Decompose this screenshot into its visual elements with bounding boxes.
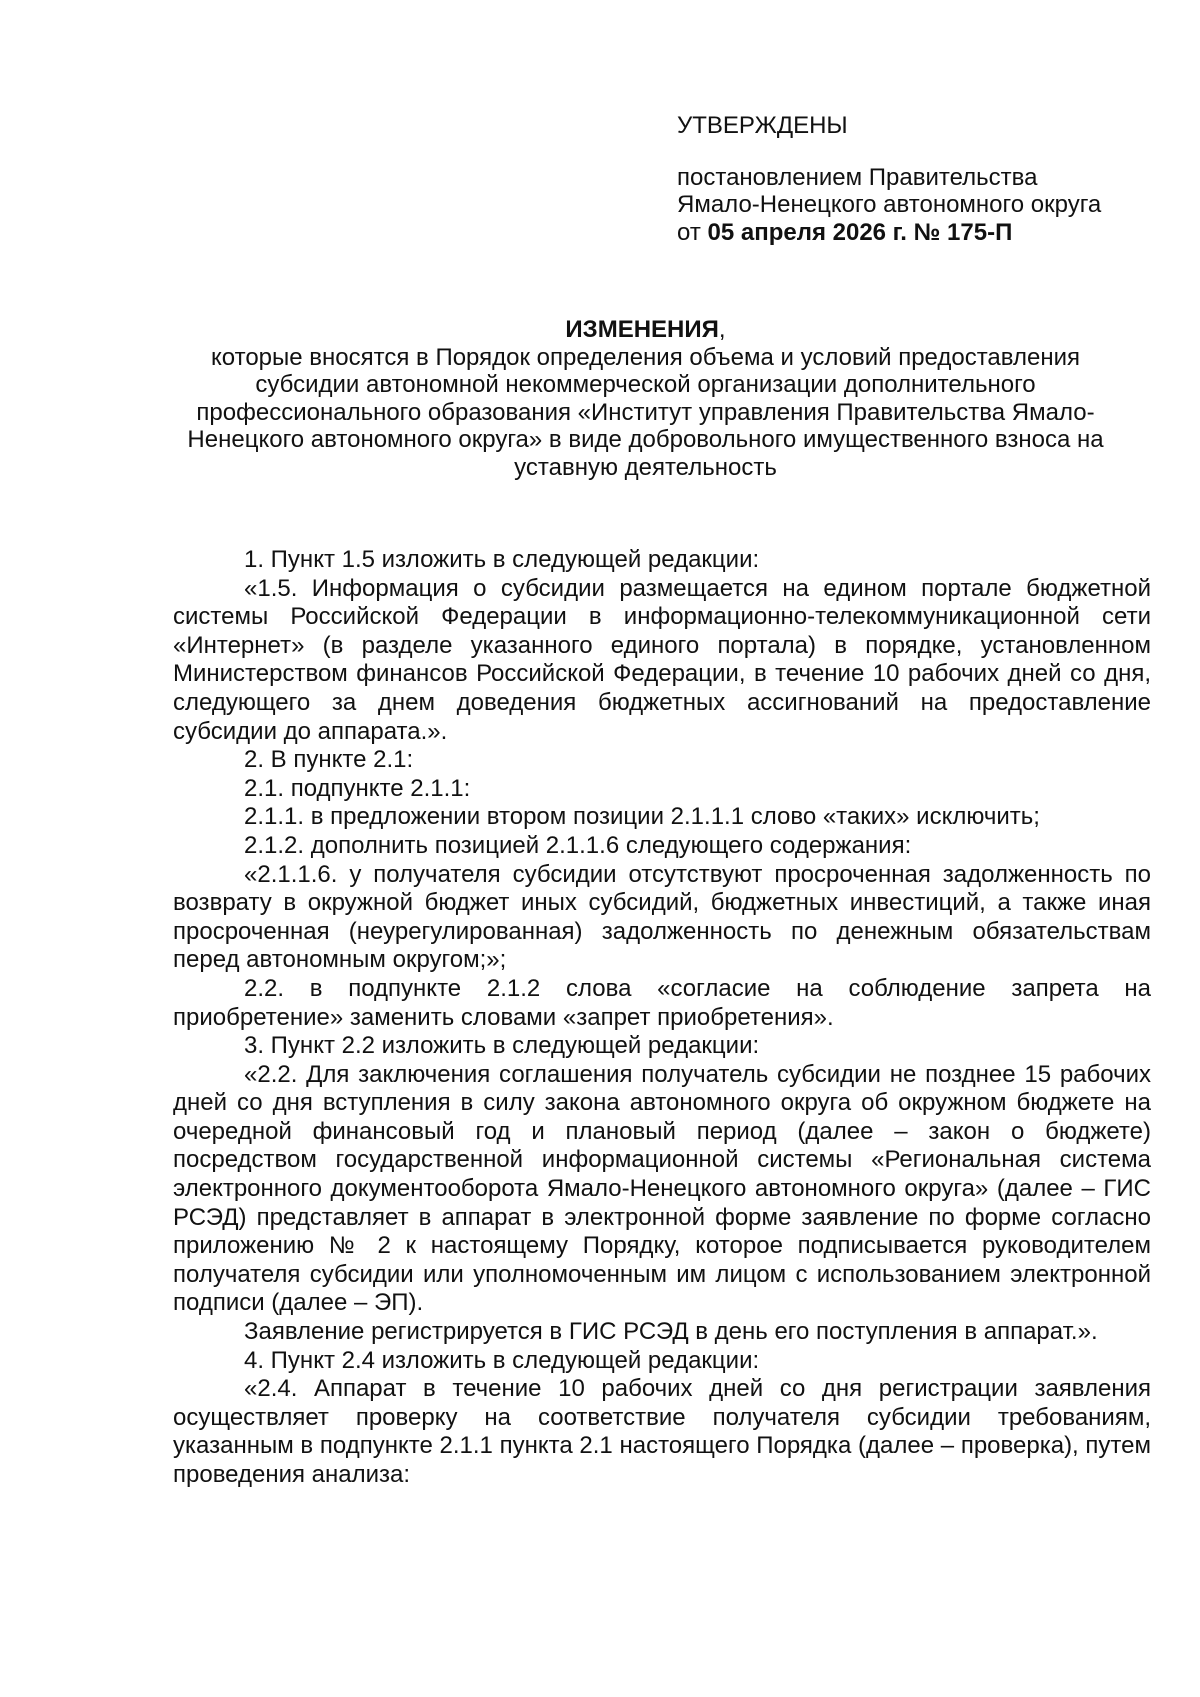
paragraph-2-2-quote: «2.2. Для заключения соглашения получатель субсидии не позднее 15 рабочих дней со дня вступления в силу закона автономного округа об окружном бюджете на очередной финансовый год и плановый период (далее – закон о бюджете) посредством государственной информационной системы «Региональная система электронного документооборота Ямало-Ненецкого автономного округа» (далее – ГИС РСЭД) представляет в аппарат в электронной форме заявление по форме согласно приложению № 2 к настоящему Порядку, которое подписывается руководителем получателя субсидии или уполномоченным им лицом с использованием электронной подписи (далее – ЭП). (173, 1060, 1151, 1317)
document-heading (173, 316, 1118, 481)
heading-subtitle: которые вносятся в Порядок определения объема и условий предоставления субсидии автономной некоммерческой организации дополнительного профессионального образования «Институт управления Правительства Ямало-Ненецкого автономного округа» в виде добровольного имущественного взноса на уставную деятельность (187, 343, 1104, 481)
paragraph-4: 4. Пункт 2.4 изложить в следующей редакции: (244, 1346, 760, 1374)
heading-title-suffix: , (718, 316, 726, 343)
paragraph-2-2: 2.2. в подпункте 2.1.2 слова «согласие на соблюдение запрета на приобретение» заменить словами «запрет приобретения». (173, 974, 1151, 1031)
approval-line-1: постановлением Правительства (677, 163, 1038, 191)
approval-date-value: 05 апреля 2026 г. № 175-П (707, 218, 1013, 246)
paragraph-2: 2. В пункте 2.1: (244, 746, 414, 774)
paragraph-1: 1. Пункт 1.5 изложить в следующей редакции: (244, 546, 760, 573)
approval-block (677, 112, 1101, 246)
paragraph-3: 3. Пункт 2.2 изложить в следующей редакции: (244, 1032, 760, 1060)
paragraph-2-4-quote: «2.4. Аппарат в течение 10 рабочих дней со дня регистрации заявления осуществляет проверку на соответствие получателя субсидии требованиям, указанным в подпункте 2.1.1 пункта 2.1 настоящего Порядка (далее – проверка), путем проведения анализа: (173, 1375, 1151, 1488)
approval-line-2: Ямало-Ненецкого автономного округа (677, 191, 1102, 218)
paragraph-2-1-2: 2.1.2. дополнить позицией 2.1.1.6 следующего содержания: (244, 831, 912, 859)
approval-date-line (677, 219, 1101, 247)
paragraph-2-1-1-6-quote: «2.1.1.6. у получателя субсидии отсутствуют просроченная задолженность по возврату в окружной бюджет иных субсидий, бюджетных инвестиций, а также иная просроченная (неурегулированная) задолженность по денежным обязательствам перед автономным округом;»; (173, 860, 1151, 974)
approval-title: УТВЕРЖДЕНЫ (677, 112, 848, 139)
paragraph-registration: Заявление регистрируется в ГИС РСЭД в день его поступления в аппарат.». (244, 1318, 1098, 1346)
paragraph-2-1: 2.1. подпункте 2.1.1: (244, 774, 471, 802)
heading-title: ИЗМЕНЕНИЯ (565, 316, 719, 343)
document-body (173, 546, 1151, 1490)
heading-title-line (173, 316, 1118, 344)
paragraph-2-1-1: 2.1.1. в предложении втором позиции 2.1.1.1 слово «таких» исключить; (244, 803, 1040, 831)
approval-date-prefix: от (677, 218, 701, 246)
paragraph-1-5-quote: «1.5. Информация о субсидии размещается на едином портале бюджетной системы Российской Федерации в информационно-телекоммуникационной сети «Интернет» (в разделе указанного единого портала) в порядке, установленном Министерством финансов Российской Федерации, в течение 10 рабочих дней со дня, следующего за днем доведения бюджетных ассигнований на предоставление субсидии до аппарата.». (173, 574, 1151, 745)
